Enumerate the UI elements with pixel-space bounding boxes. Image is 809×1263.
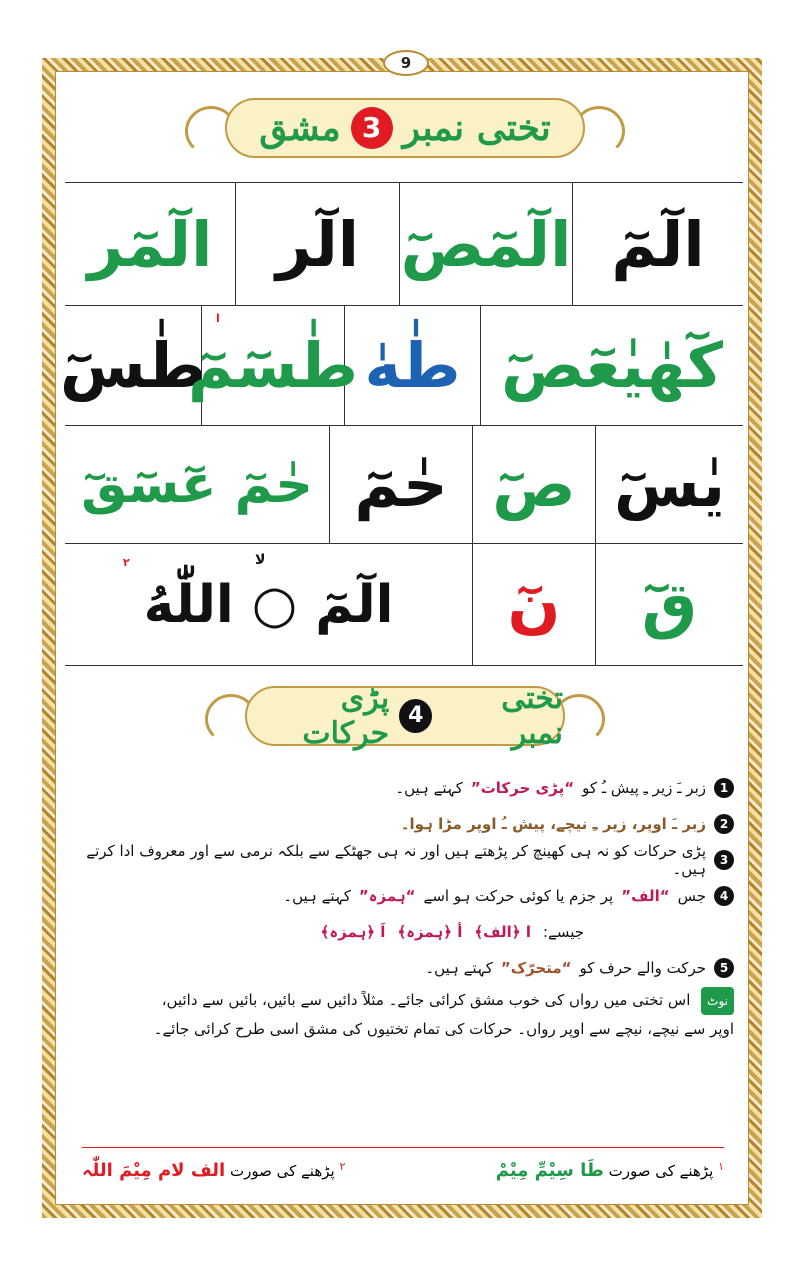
cell-text: الٓمٓصٓ (400, 207, 572, 281)
footnote-value: طَا سِيْمِّ مِيْمْ (495, 1159, 604, 1181)
item-text: کہتے ہیں۔ (395, 779, 463, 797)
grid-row-2 (59, 306, 743, 426)
list-item (75, 842, 734, 878)
lesson3-number-badge: 3 (351, 107, 393, 149)
item-text: پڑی حرکات کو نہ ہی کھینچ کر پڑھتے ہیں اور نہ ہی جھٹکے سے بلکہ نرمی سے اور معروف ادا کرتے ہیں۔ (86, 842, 706, 878)
note-tag: نوٹ (701, 987, 734, 1015)
cell-text: طٰهٰ (364, 329, 461, 402)
grid-cell (472, 426, 595, 543)
item-text: جس (677, 887, 706, 905)
grid-cell (65, 544, 472, 665)
example-part: أ ﴿ہمزہ﴾ (397, 923, 463, 941)
grid-cell (344, 306, 480, 425)
note-line: اس تختی میں رواں کی خوب مشق کرائی جائے۔ مثلاً دائیں سے بائیں، بائیں سے دائیں، (161, 991, 691, 1009)
grid-cell (595, 544, 743, 665)
footnote-label: پڑھنے کی صورت (229, 1161, 335, 1180)
item-number: 1 (714, 778, 734, 798)
grid-cell (235, 183, 399, 305)
cell-text: نٓ (507, 568, 561, 641)
item-highlight: “ہمزہ” (358, 887, 416, 905)
cell-text: الٓمٓ ○ اللّٰهُ (143, 574, 394, 635)
item-text: زبر ـَ زیر ـِ پیش ـُ کو (582, 779, 706, 797)
footnote-2 (82, 1160, 345, 1181)
lesson4-banner (205, 680, 605, 752)
example-label: جیسے: (542, 923, 584, 941)
item-highlight: “پڑی حرکات” (470, 779, 575, 797)
list-item (75, 806, 734, 842)
cell-text: طٰسٓمٓ (187, 329, 359, 402)
cell-text: طٰسٓ (59, 329, 207, 402)
item-number: 4 (714, 886, 734, 906)
item-number: 5 (714, 958, 734, 978)
cell-text: الٓمٓ (611, 207, 705, 281)
page-number: 9 (383, 50, 429, 76)
cell-text: الٓمٓر (87, 207, 213, 281)
cell-text: حٰمٓ (354, 448, 448, 521)
cell-text: كٓهٰيٰعٓصٓ (501, 329, 723, 402)
grid-cell (472, 544, 595, 665)
footnote-mark: ۱ (718, 1159, 724, 1173)
grid-cell (595, 426, 743, 543)
footnote-1 (496, 1160, 724, 1181)
lesson4-number-badge: 4 (399, 699, 432, 733)
footnote-mark: ۲ (123, 556, 130, 569)
letters-grid (59, 182, 743, 666)
footnote-mark: ا (216, 312, 220, 325)
example-part: اَ ﴿ہمزہ﴾ (320, 923, 386, 941)
cell-text: قٓ (641, 568, 698, 641)
waqf-mark: لا (255, 552, 266, 568)
grid-cell (187, 306, 359, 425)
grid-cell (59, 306, 207, 425)
lesson3-banner (185, 92, 625, 164)
cell-text: حٰمٓ عٓسٓقٓ (81, 454, 313, 515)
note-line: اوپر سے نیچے، نیچے سے اوپر رواں۔ حرکات کی تمام تختیوں کی مشق اسی طرح کرائی جائے۔ (153, 1020, 734, 1038)
rules-list (75, 770, 734, 1043)
example-part: ا ﴿الف﴾ (474, 923, 531, 941)
grid-row-1 (65, 183, 743, 306)
list-item (75, 878, 734, 914)
footnote-value: الف لام مِيْمَ اللّٰہ (82, 1159, 226, 1181)
grid-cell (399, 183, 572, 305)
grid-row-3 (65, 426, 743, 544)
cell-text: صٓ (492, 448, 576, 521)
item-highlight: “الف” (621, 887, 670, 905)
grid-cell (572, 183, 743, 305)
grid-cell (480, 306, 743, 425)
list-item (75, 770, 734, 806)
item-number: 2 (714, 814, 734, 834)
lesson3-title: تختی نمبر (402, 107, 551, 149)
footnotes (82, 1152, 724, 1188)
list-item (75, 950, 734, 986)
lesson4-title: تختی نمبر (501, 681, 563, 751)
item-highlight: “متحرّک” (500, 959, 572, 977)
grid-cell (65, 183, 235, 305)
item-text: کہتے ہیں۔ (283, 887, 351, 905)
item-number: 3 (714, 850, 734, 870)
cell-text: يٰسٓ (614, 448, 725, 521)
item-text: حرکت والے حرف کو (579, 959, 706, 977)
item-text: کہتے ہیں۔ (425, 959, 493, 977)
example-line (75, 914, 734, 950)
grid-cell (65, 426, 329, 543)
lesson3-subtitle: مشق (259, 107, 341, 149)
footnote-mark: ۲ (339, 1159, 346, 1173)
cell-text: الٓر (275, 207, 360, 281)
footnote-label: پڑھنے کی صورت (608, 1161, 714, 1180)
grid-cell (329, 426, 472, 543)
grid-row-4 (65, 544, 743, 666)
lesson4-subtitle: پڑی حرکات (302, 681, 390, 751)
item-text: زبر ـَ اوپر، زیر ـِ نیچے، پیش ـُ اوپر مڑا ہوا۔ (400, 815, 706, 833)
item-text: پر جزم یا کوئی حرکت ہو اسے (423, 887, 614, 905)
note-paragraph (75, 986, 734, 1043)
footer-divider (82, 1147, 724, 1148)
